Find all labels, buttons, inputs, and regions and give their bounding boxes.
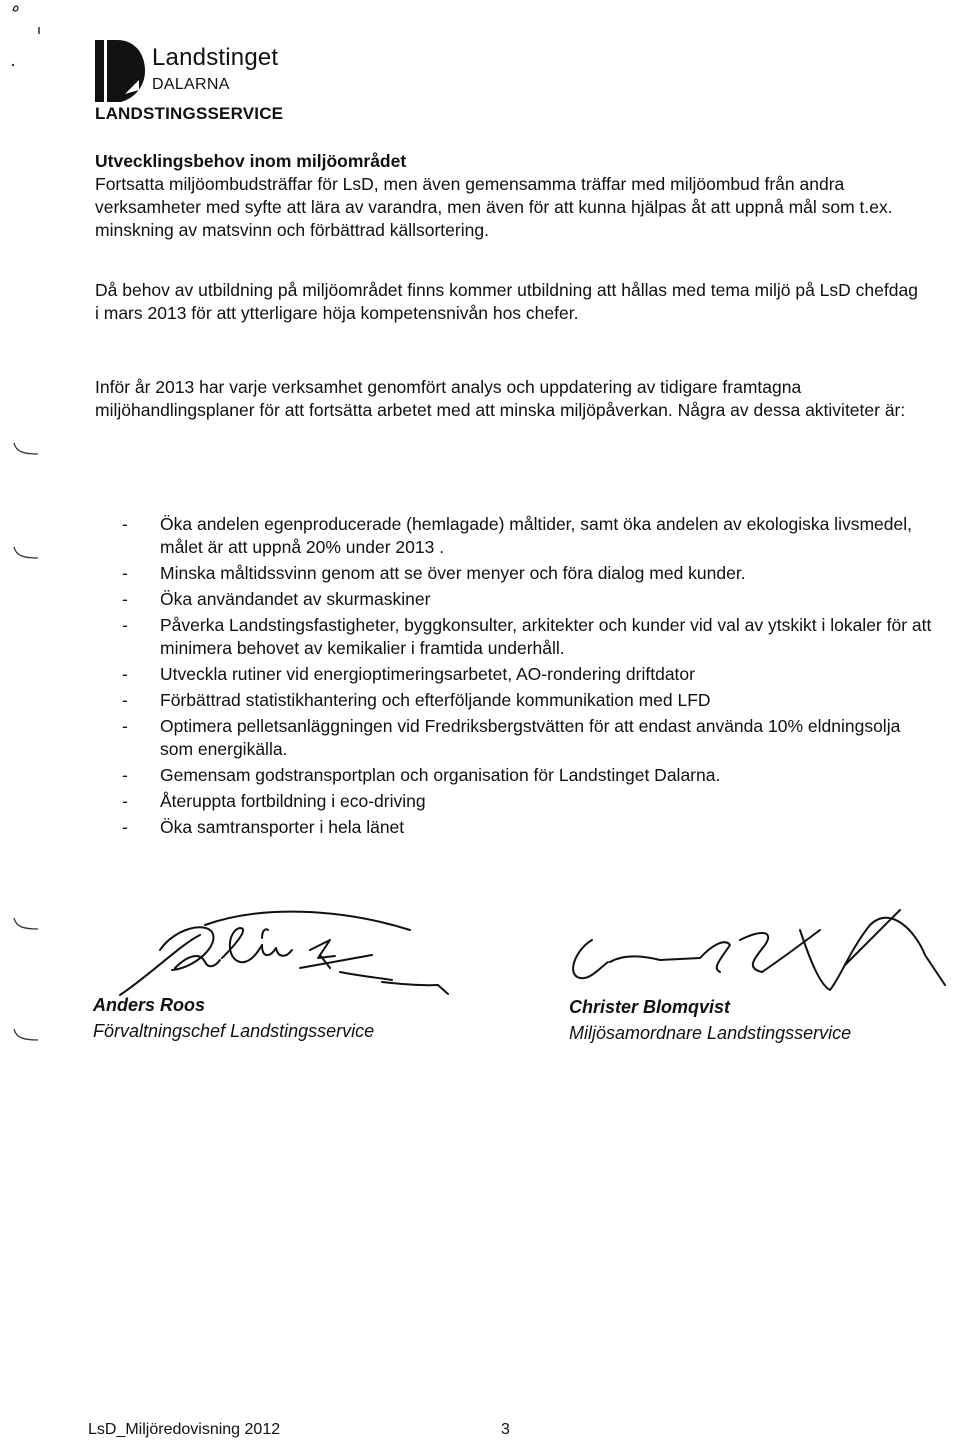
signatory-name: Anders Roos xyxy=(93,995,206,1015)
scan-mark xyxy=(10,2,24,14)
bullet-dash: - xyxy=(122,589,128,609)
bullet-dash: - xyxy=(122,690,128,710)
bullet-dash: - xyxy=(122,817,128,837)
scan-mark xyxy=(12,440,42,460)
list-item xyxy=(122,663,932,686)
bullet-dash: - xyxy=(122,514,128,534)
signatory-title: Förvaltningschef Landstingsservice xyxy=(93,1021,375,1041)
list-item xyxy=(122,562,932,585)
paragraph-activities-intro: Inför år 2013 har varje verksamhet genomfört analys och uppdatering av tidigare framtagna miljöhandlingsplaner för att fortsätta arbetet med att minska miljöpåverkan. Några av dessa aktiviteter är: xyxy=(95,377,906,420)
bullet-dash: - xyxy=(122,563,128,583)
activity-list xyxy=(122,513,932,842)
list-item xyxy=(122,614,932,660)
list-item-text: Påverka Landstingsfastigheter, byggkonsulter, arkitekter och kunder vid val av ytskikt i lokaler för att minimera behovet av kemikalier i framtida underhåll. xyxy=(160,615,932,658)
list-item xyxy=(122,816,932,839)
list-item xyxy=(122,513,932,559)
signatory-name: Christer Blomqvist xyxy=(569,997,731,1017)
list-item-text: Återuppta fortbildning i eco-driving xyxy=(160,791,426,811)
list-item-text: Öka användandet av skurmaskiner xyxy=(160,589,431,609)
signatory-title: Miljösamordnare Landstingsservice xyxy=(569,1023,852,1043)
list-item xyxy=(122,715,932,761)
landstinget-logo-icon xyxy=(95,40,145,102)
bullet-dash: - xyxy=(122,664,128,684)
list-item-text: Utveckla rutiner vid energioptimeringsarbetet, AO-rondering driftdator xyxy=(160,664,695,684)
scan-mark xyxy=(12,544,42,564)
list-item-text: Förbättrad statistikhantering och efterföljande kommunikation med LFD xyxy=(160,690,711,710)
list-item-text: Öka samtransporter i hela länet xyxy=(160,817,405,837)
paragraph-training: Då behov av utbildning på miljöområdet finns kommer utbildning att hållas med tema miljö på LsD chefdag i mars 2013 för att ytterligare höja kompetensnivån hos chefer. xyxy=(95,280,918,323)
footer-document-name: LsD_Miljöredovisning 2012 xyxy=(88,1421,281,1438)
bullet-dash: - xyxy=(122,615,128,635)
list-item xyxy=(122,588,932,611)
bullet-dash: - xyxy=(122,716,128,736)
signature-anders-roos xyxy=(120,912,448,995)
bullet-dash: - xyxy=(122,791,128,811)
list-item xyxy=(122,764,932,787)
paragraph-meetings: Fortsatta miljöombudsträffar för LsD, men även gemensamma träffar med miljöombud från andra verksamheter med syfte att lära av varandra, men även för att kunna hjälpas åt att uppnå mål som t.ex. minskning av matsvinn och förbättrad källsortering. xyxy=(95,174,893,240)
bullet-dash: - xyxy=(122,765,128,785)
signature-christer-blomqvist xyxy=(573,910,945,990)
scan-mark xyxy=(12,915,42,935)
list-item-text: Minska måltidssvinn genom att se över menyer och föra dialog med kunder. xyxy=(160,563,746,583)
department-name: LANDSTINGSSERVICE xyxy=(95,104,284,123)
scan-mark xyxy=(10,62,16,68)
list-item xyxy=(122,790,932,813)
section-heading: Utvecklingsbehov inom miljöområdet xyxy=(95,151,407,171)
list-item-text: Gemensam godstransportplan och organisation för Landstinget Dalarna. xyxy=(160,765,721,785)
scan-mark xyxy=(12,1026,42,1046)
organization-name: Landstinget xyxy=(152,44,279,71)
list-item xyxy=(122,689,932,712)
list-item-text: Optimera pelletsanläggningen vid Fredriksbergstvätten för att endast använda 10% eldningsolja som energikälla. xyxy=(160,716,901,759)
scan-mark xyxy=(36,26,42,36)
organization-region: DALARNA xyxy=(152,76,230,93)
list-item-text: Öka andelen egenproducerade (hemlagade) måltider, samt öka andelen av ekologiska livsmedel, målet är att uppnå 20% under 2013 . xyxy=(160,514,912,557)
footer-page-number: 3 xyxy=(501,1421,510,1438)
